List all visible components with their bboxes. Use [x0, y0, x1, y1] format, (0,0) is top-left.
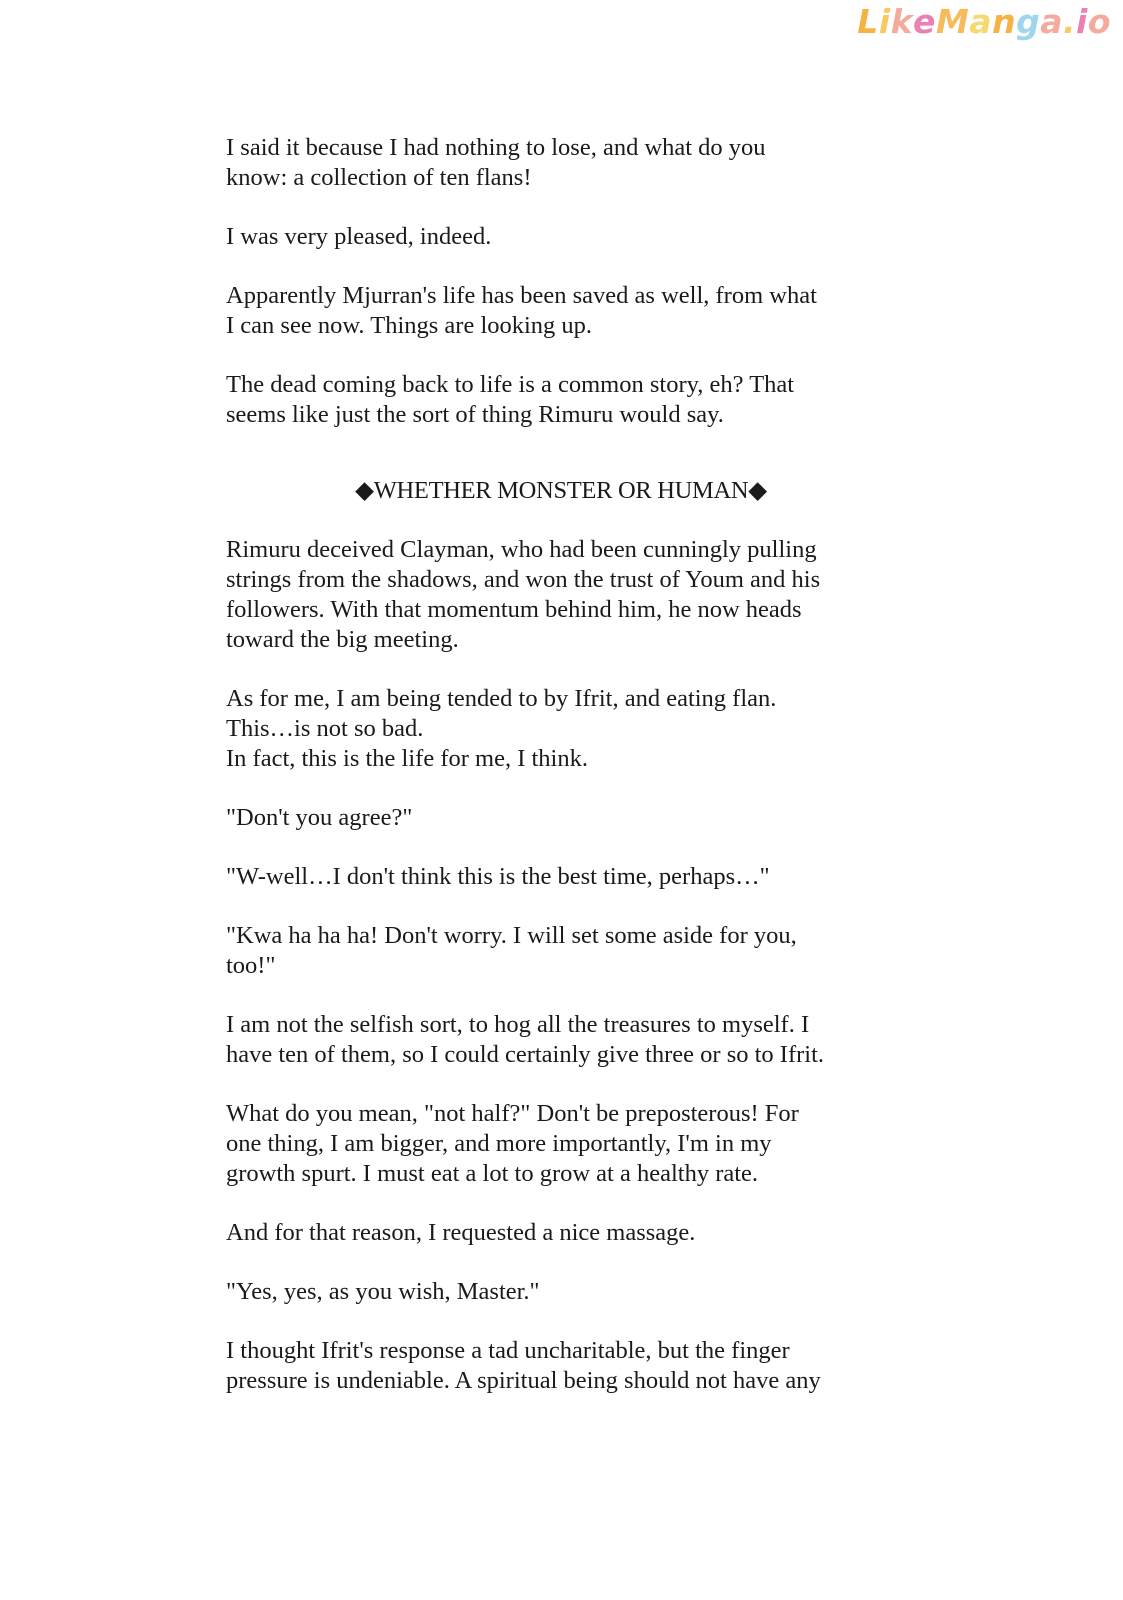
paragraph: "W-well…I don't think this is the best time, perhaps…": [226, 863, 770, 890]
paragraph: Rimuru deceived Clayman, who had been cunningly pulling strings from the shadows, and won the trust of Youm and his followers. With that momentum behind him, he now heads toward the big meeting.: [226, 536, 821, 653]
watermark-letter: L: [857, 2, 879, 41]
paragraph: "Don't you agree?": [226, 804, 413, 831]
paragraph: What do you mean, "not half?" Don't be preposterous! For one thing, I am bigger, and more importantly, I'm in my growth spurt. I must eat a lot to grow at a healthy rate.: [226, 1100, 799, 1187]
watermark-letter: i: [878, 2, 891, 41]
watermark-letter: a: [1040, 2, 1063, 41]
section-heading: ◆WHETHER MONSTER OR HUMAN◆: [355, 477, 767, 504]
site-watermark: [857, 2, 1111, 41]
paragraph: Apparently Mjurran's life has been saved as well, from what I can see now. Things are looking up.: [226, 282, 817, 339]
watermark-letter: i: [1076, 2, 1088, 41]
watermark-letter: a: [969, 2, 993, 41]
paragraph: And for that reason, I requested a nice massage.: [226, 1219, 696, 1246]
paragraph: I thought Ifrit's response a tad uncharitable, but the finger pressure is undeniable. A spiritual being should not have any: [226, 1337, 821, 1394]
page-body: [226, 133, 896, 1425]
watermark-letter: n: [992, 2, 1017, 41]
paragraph: The dead coming back to life is a common story, eh? That seems like just the sort of thing Rimuru would say.: [226, 371, 795, 428]
paragraph: I am not the selfish sort, to hog all the treasures to myself. I have ten of them, so I could certainly give three or so to Ifrit.: [226, 1011, 825, 1068]
watermark-letter: g: [1016, 2, 1041, 41]
paragraph: I was very pleased, indeed.: [226, 223, 492, 250]
paragraph: "Kwa ha ha ha! Don't worry. I will set some aside for you, too!": [226, 922, 797, 979]
watermark-letter: M: [935, 2, 970, 41]
watermark-letter: k: [890, 2, 914, 41]
paragraph: As for me, I am being tended to by Ifrit, and eating flan. This…is not so bad. In fact, this is the life for me, I think.: [226, 685, 777, 772]
paragraph: I said it because I had nothing to lose, and what do you know: a collection of ten flans!: [226, 134, 766, 191]
watermark-letter: o: [1087, 2, 1111, 41]
watermark-letter: .: [1062, 2, 1077, 41]
paragraph: "Yes, yes, as you wish, Master.": [226, 1278, 540, 1305]
watermark-letter: e: [913, 2, 936, 41]
